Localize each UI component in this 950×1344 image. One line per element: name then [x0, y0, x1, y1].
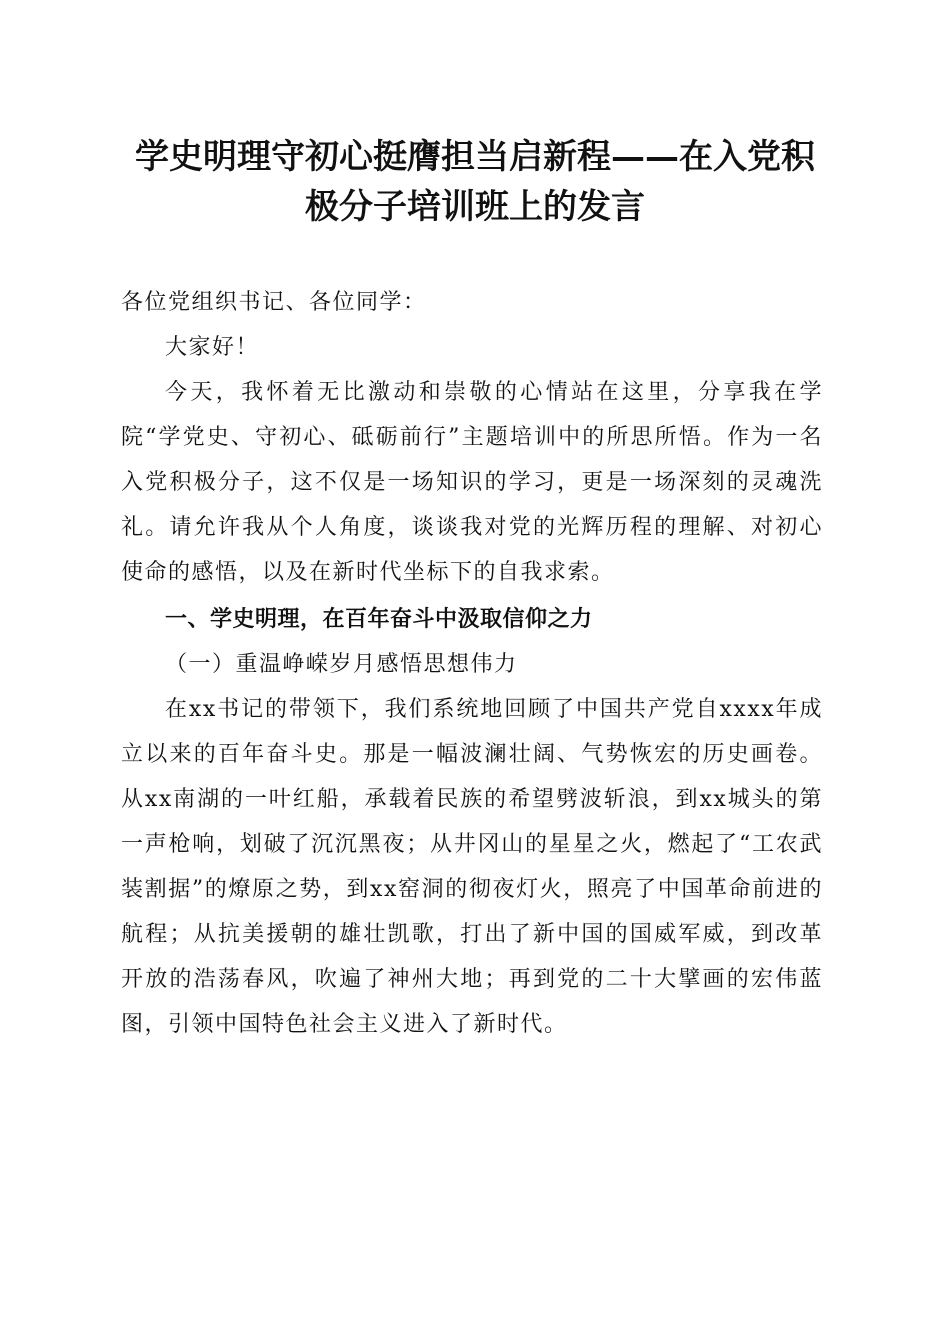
title-line-1: 学史明理守初心挺膺担当启新程——在入党积: [135, 137, 815, 177]
intro-paragraph: 今天，我怀着无比激动和崇敬的心情站在这里，分享我在学院“学党史、守初心、砥砺前行”主题培训中的所思所悟。作为一名入党积极分子，这不仅是一场知识的学习，更是一场深刻的灵魂洗礼。请允许我从个人角度，谈谈我对党的光辉历程的理解、对初心使命的感悟，以及在新时代坐标下的自我求索。: [121, 380, 823, 585]
document-title: [100, 132, 850, 232]
body-paragraph-1: 在xx书记的带领下，我们系统地回顾了中国共产党自xxxx年成立以来的百年奋斗史。那是一幅波澜壮阔、气势恢宏的历史画卷。从xx南湖的一叶红船，承载着民族的希望劈波斩浪，到xx城头的第一声枪响，划破了沉沉黑夜；从井冈山的星星之火，燃起了“工农武装割据”的燎原之势，到xx窑洞的彻夜灯火，照亮了中国革命前进的航程；从抗美援朝的雄壮凯歌，打出了新中国的国威军威，到改革开放的浩荡春风，吹遍了神州大地；再到党的二十大擘画的宏伟蓝图，引领中国特色社会主义进入了新时代。: [121, 697, 823, 1037]
subsection-heading-1: （一）重温峥嵘岁月感悟思想伟力: [165, 652, 518, 677]
section-heading-1: 一、学史明理，在百年奋斗中汲取信仰之力: [165, 607, 593, 632]
title-line-2: 极分子培训班上的发言: [305, 187, 645, 227]
document-body: [121, 280, 823, 1047]
salutation: 各位党组织书记、各位同学：: [121, 290, 427, 315]
greeting: 大家好！: [165, 335, 260, 360]
